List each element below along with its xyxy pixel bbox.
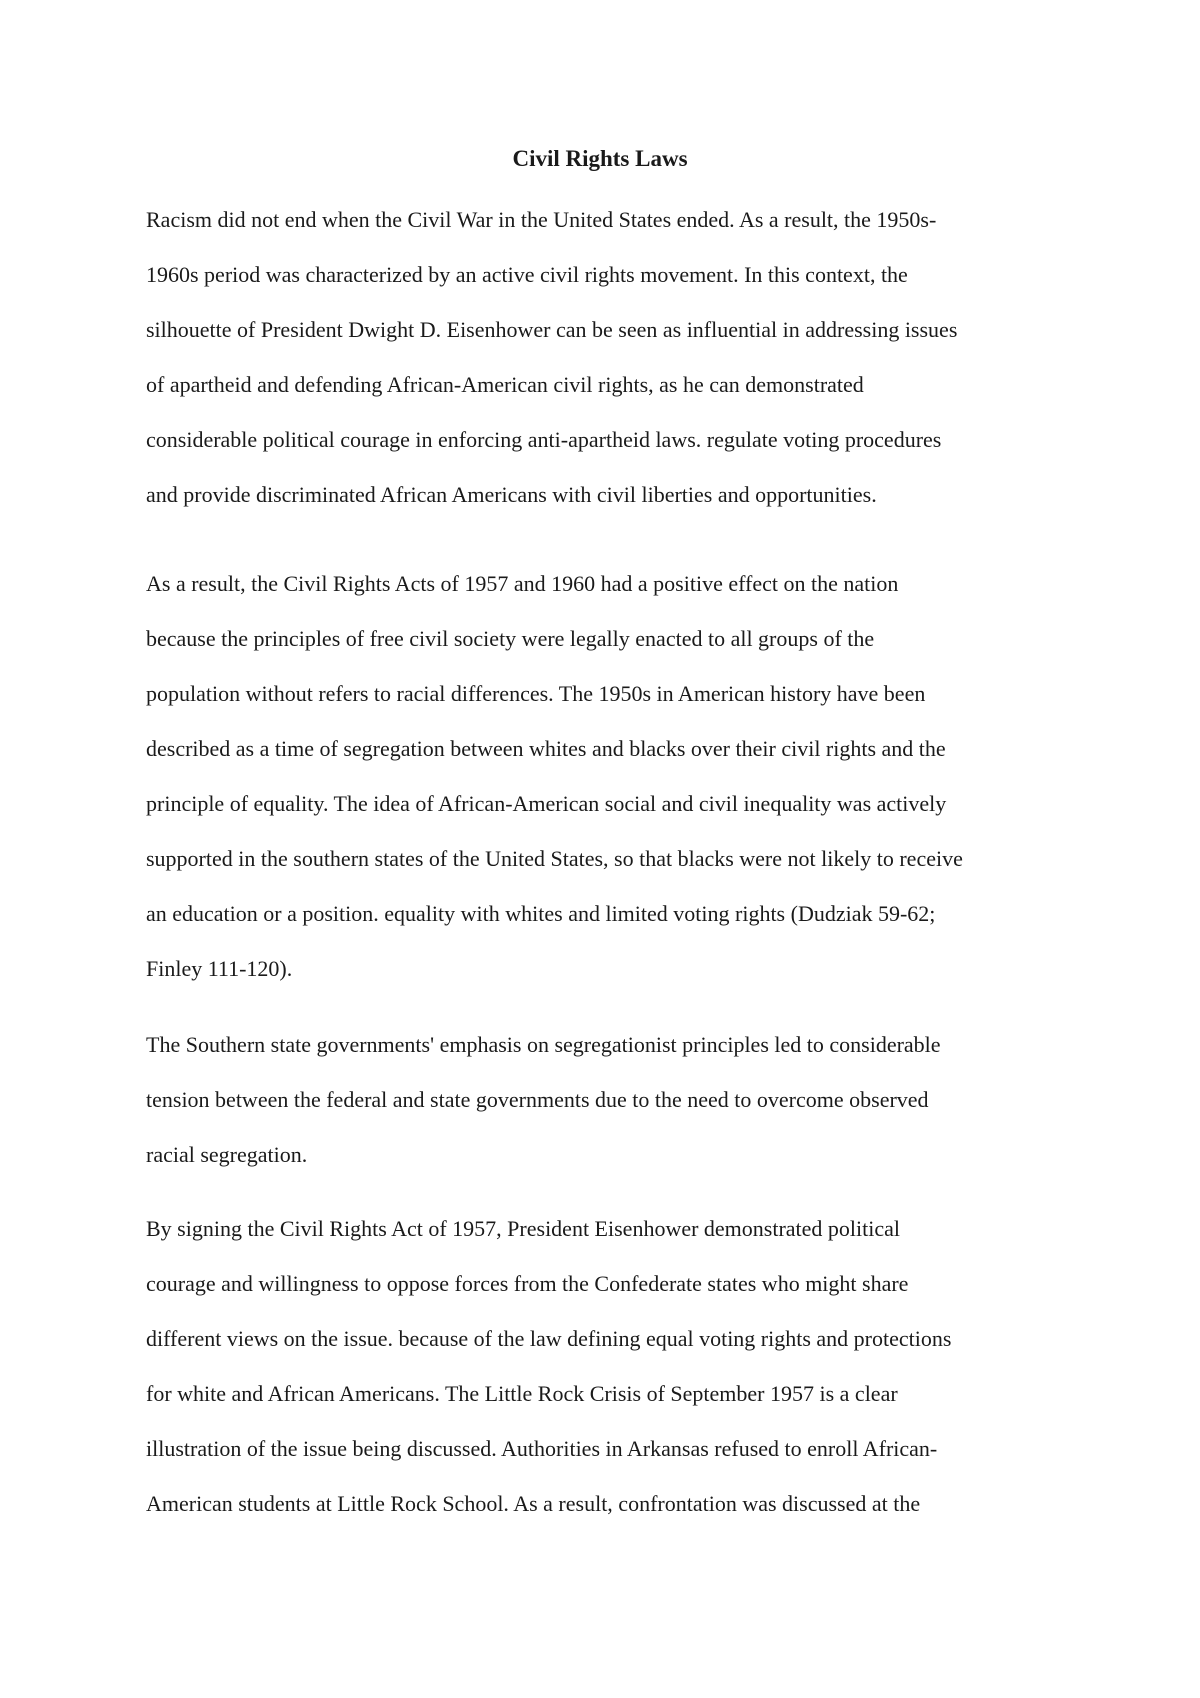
paragraph-1-line-2: 1960s period was characterized by an active civil rights movement. In this context, the [146,262,908,287]
paragraph-1-line-6: and provide discriminated African Americans with civil liberties and opportunities. [146,482,877,507]
paragraph-4-line-5: illustration of the issue being discussed. Authorities in Arkansas refused to enroll African- [146,1436,938,1461]
paragraph-2-line-3: population without refers to racial differences. The 1950s in American history have been [146,681,926,706]
paragraph-2-line-2: because the principles of free civil society were legally enacted to all groups of the [146,626,875,651]
paragraph-1-line-4: of apartheid and defending African-American civil rights, as he can demonstrated [146,372,864,397]
paragraph-2-line-8: Finley 111-120). [146,956,293,981]
paragraph-2-line-7: an education or a position. equality with whites and limited voting rights (Dudziak 59-62; [146,901,936,926]
paragraph-4-line-2: courage and willingness to oppose forces from the Confederate states who might share [146,1271,909,1296]
paragraph-4-line-6: American students at Little Rock School. As a result, confrontation was discussed at the [146,1491,921,1516]
paragraph-2-line-1: As a result, the Civil Rights Acts of 1957 and 1960 had a positive effect on the nation [146,571,899,596]
paragraph-3-line-2: tension between the federal and state governments due to the need to overcome observed [146,1087,929,1112]
paragraph-4-line-1: By signing the Civil Rights Act of 1957, President Eisenhower demonstrated political [146,1216,901,1241]
paragraph-2-line-4: described as a time of segregation between whites and blacks over their civil rights and the [146,736,946,761]
paragraph-1-line-3: silhouette of President Dwight D. Eisenhower can be seen as influential in addressing issues [146,317,958,342]
page-title: Civil Rights Laws [512,146,688,171]
paragraph-2-line-5: principle of equality. The idea of African-American social and civil inequality was actively [146,791,947,816]
paragraph-1-line-5: considerable political courage in enforcing anti-apartheid laws. regulate voting procedures [146,427,942,452]
paragraph-1-line-1: Racism did not end when the Civil War in the United States ended. As a result, the 1950s- [146,207,937,232]
paragraph-4-line-4: for white and African Americans. The Little Rock Crisis of September 1957 is a clear [146,1381,898,1406]
paragraph-4-line-3: different views on the issue. because of the law defining equal voting rights and protections [146,1326,952,1351]
paragraph-3-line-1: The Southern state governments' emphasis on segregationist principles led to considerable [146,1032,941,1057]
paragraph-3-line-3: racial segregation. [146,1142,308,1167]
paragraph-2-line-6: supported in the southern states of the United States, so that blacks were not likely to receive [146,846,963,871]
